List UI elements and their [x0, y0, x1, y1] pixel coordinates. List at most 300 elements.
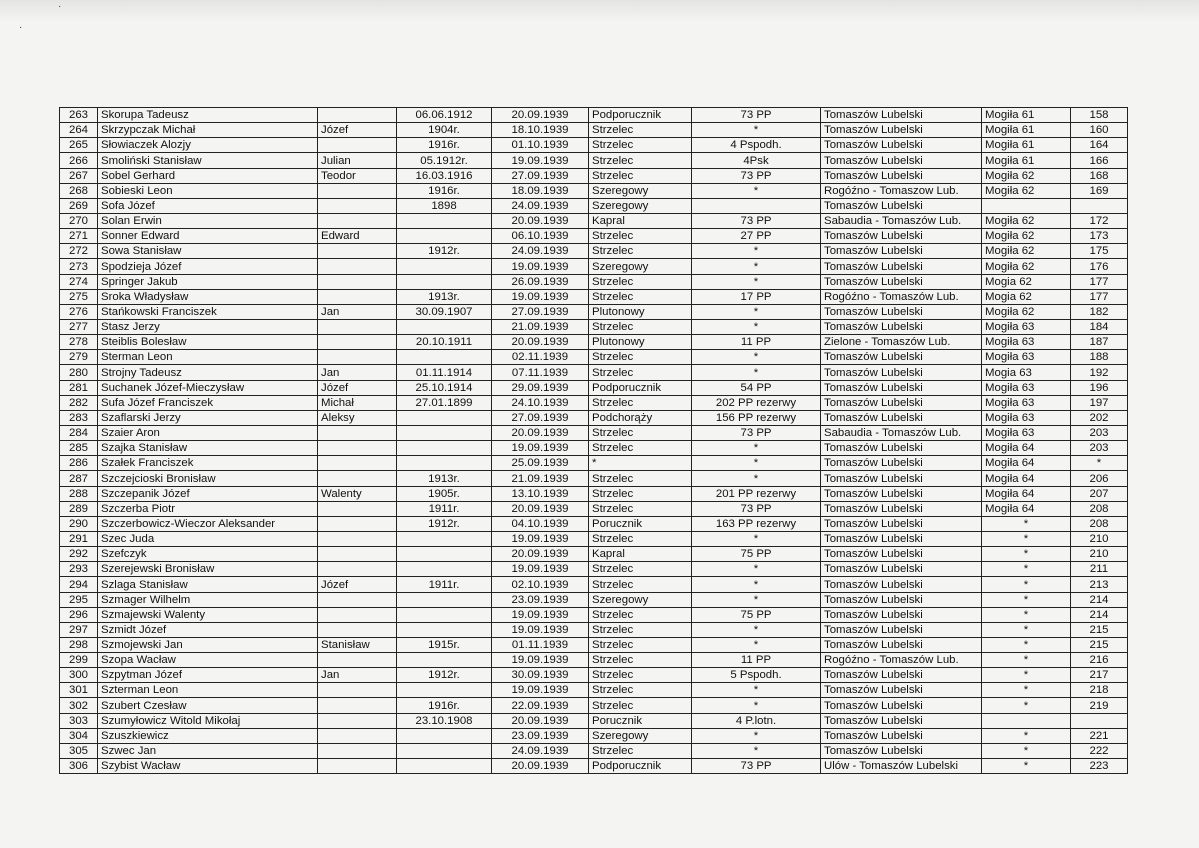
- grave-number-cell: Mogiła 64: [982, 501, 1071, 516]
- father-name-cell: [318, 213, 397, 228]
- place-of-death-cell: Tomaszów Lubelski: [821, 713, 982, 728]
- table-row: [60, 683, 1128, 698]
- soldier-name-cell: Strojny Tadeusz: [98, 365, 318, 380]
- table-row: [60, 289, 1128, 304]
- grave-position-cell: 188: [1071, 350, 1128, 365]
- father-name-cell: [318, 622, 397, 637]
- military-rank-cell: Strzelec: [589, 244, 692, 259]
- grave-position-cell: 208: [1071, 516, 1128, 531]
- birth-date-cell: 1905r.: [397, 486, 492, 501]
- entry-number-cell: 285: [60, 441, 98, 456]
- military-rank-cell: Porucznik: [589, 516, 692, 531]
- soldier-name-cell: Spodzieja Józef: [98, 259, 318, 274]
- table-row: [60, 728, 1128, 743]
- soldier-name-cell: Sterman Leon: [98, 350, 318, 365]
- entry-number-cell: 276: [60, 304, 98, 319]
- place-of-death-cell: Tomaszów Lubelski: [821, 743, 982, 758]
- entry-number-cell: 299: [60, 653, 98, 668]
- grave-position-cell: 223: [1071, 759, 1128, 774]
- soldier-name-cell: Szterman Leon: [98, 683, 318, 698]
- military-rank-cell: Strzelec: [589, 395, 692, 410]
- military-unit-cell: *: [692, 456, 821, 471]
- grave-number-cell: Mogiła 61: [982, 153, 1071, 168]
- military-unit-cell: *: [692, 259, 821, 274]
- birth-date-cell: 1912r.: [397, 668, 492, 683]
- father-name-cell: Jan: [318, 365, 397, 380]
- military-rank-cell: Strzelec: [589, 743, 692, 758]
- death-date-cell: 30.09.1939: [492, 668, 589, 683]
- place-of-death-cell: Tomaszów Lubelski: [821, 168, 982, 183]
- place-of-death-cell: Ulów - Tomaszów Lubelski: [821, 759, 982, 774]
- military-rank-cell: Szeregowy: [589, 728, 692, 743]
- grave-position-cell: 215: [1071, 637, 1128, 652]
- military-unit-cell: *: [692, 244, 821, 259]
- grave-number-cell: *: [982, 547, 1071, 562]
- grave-position-cell: [1071, 713, 1128, 728]
- table-row: [60, 319, 1128, 334]
- military-unit-cell: 5 Pspodh.: [692, 668, 821, 683]
- military-unit-cell: 11 PP: [692, 335, 821, 350]
- military-rank-cell: Strzelec: [589, 289, 692, 304]
- military-unit-cell: 201 PP rezerwy: [692, 486, 821, 501]
- father-name-cell: Józef: [318, 123, 397, 138]
- birth-date-cell: 1912r.: [397, 244, 492, 259]
- soldier-name-cell: Skorupa Tadeusz: [98, 108, 318, 123]
- military-unit-cell: *: [692, 577, 821, 592]
- place-of-death-cell: Tomaszów Lubelski: [821, 108, 982, 123]
- soldier-name-cell: Sowa Stanisław: [98, 244, 318, 259]
- birth-date-cell: [397, 728, 492, 743]
- soldier-name-cell: Szpytman Józef: [98, 668, 318, 683]
- death-date-cell: 29.09.1939: [492, 380, 589, 395]
- military-unit-cell: *: [692, 123, 821, 138]
- grave-number-cell: *: [982, 577, 1071, 592]
- birth-date-cell: 05.1912r.: [397, 153, 492, 168]
- death-date-cell: 18.09.1939: [492, 183, 589, 198]
- grave-number-cell: Mogiła 62: [982, 213, 1071, 228]
- entry-number-cell: 296: [60, 607, 98, 622]
- military-rank-cell: Podporucznik: [589, 380, 692, 395]
- military-rank-cell: Porucznik: [589, 713, 692, 728]
- burial-register-table: [59, 107, 1128, 774]
- entry-number-cell: 303: [60, 713, 98, 728]
- entry-number-cell: 297: [60, 622, 98, 637]
- military-unit-cell: *: [692, 698, 821, 713]
- entry-number-cell: 292: [60, 547, 98, 562]
- place-of-death-cell: Zielone - Tomaszów Lub.: [821, 335, 982, 350]
- father-name-cell: [318, 441, 397, 456]
- military-unit-cell: *: [692, 471, 821, 486]
- father-name-cell: [318, 501, 397, 516]
- father-name-cell: Stanisław: [318, 637, 397, 652]
- grave-number-cell: Mogiła 63: [982, 380, 1071, 395]
- military-unit-cell: 27 PP: [692, 229, 821, 244]
- death-date-cell: 04.10.1939: [492, 516, 589, 531]
- table-row: [60, 259, 1128, 274]
- grave-position-cell: 210: [1071, 547, 1128, 562]
- grave-number-cell: *: [982, 637, 1071, 652]
- place-of-death-cell: Tomaszów Lubelski: [821, 622, 982, 637]
- military-rank-cell: Podporucznik: [589, 759, 692, 774]
- soldier-name-cell: Szopa Wacław: [98, 653, 318, 668]
- military-rank-cell: Strzelec: [589, 577, 692, 592]
- military-rank-cell: Strzelec: [589, 425, 692, 440]
- military-unit-cell: *: [692, 683, 821, 698]
- father-name-cell: Józef: [318, 577, 397, 592]
- entry-number-cell: 264: [60, 123, 98, 138]
- grave-position-cell: 221: [1071, 728, 1128, 743]
- birth-date-cell: 27.01.1899: [397, 395, 492, 410]
- birth-date-cell: 1911r.: [397, 577, 492, 592]
- father-name-cell: [318, 743, 397, 758]
- military-unit-cell: 17 PP: [692, 289, 821, 304]
- grave-position-cell: 218: [1071, 683, 1128, 698]
- place-of-death-cell: Tomaszów Lubelski: [821, 138, 982, 153]
- entry-number-cell: 302: [60, 698, 98, 713]
- entry-number-cell: 267: [60, 168, 98, 183]
- table-row: [60, 759, 1128, 774]
- father-name-cell: [318, 456, 397, 471]
- birth-date-cell: [397, 229, 492, 244]
- place-of-death-cell: Tomaszów Lubelski: [821, 592, 982, 607]
- place-of-death-cell: Tomaszów Lubelski: [821, 728, 982, 743]
- grave-position-cell: 196: [1071, 380, 1128, 395]
- place-of-death-cell: Tomaszów Lubelski: [821, 698, 982, 713]
- soldier-name-cell: Solan Erwin: [98, 213, 318, 228]
- grave-position-cell: 187: [1071, 335, 1128, 350]
- grave-number-cell: *: [982, 698, 1071, 713]
- table-row: [60, 637, 1128, 652]
- father-name-cell: Józef: [318, 380, 397, 395]
- table-row: [60, 395, 1128, 410]
- entry-number-cell: 268: [60, 183, 98, 198]
- grave-position-cell: 216: [1071, 653, 1128, 668]
- entry-number-cell: 281: [60, 380, 98, 395]
- birth-date-cell: 06.06.1912: [397, 108, 492, 123]
- table-row: [60, 229, 1128, 244]
- grave-number-cell: Mogiła 62: [982, 183, 1071, 198]
- military-rank-cell: Strzelec: [589, 123, 692, 138]
- soldier-name-cell: Steiblis Bolesław: [98, 335, 318, 350]
- table-row: [60, 183, 1128, 198]
- grave-number-cell: *: [982, 531, 1071, 546]
- birth-date-cell: 23.10.1908: [397, 713, 492, 728]
- military-unit-cell: *: [692, 441, 821, 456]
- military-rank-cell: Strzelec: [589, 350, 692, 365]
- military-unit-cell: 156 PP rezerwy: [692, 410, 821, 425]
- grave-position-cell: 168: [1071, 168, 1128, 183]
- entry-number-cell: 282: [60, 395, 98, 410]
- grave-number-cell: Mogiła 64: [982, 471, 1071, 486]
- table-row: [60, 592, 1128, 607]
- military-rank-cell: Strzelec: [589, 698, 692, 713]
- military-rank-cell: Kapral: [589, 213, 692, 228]
- father-name-cell: [318, 713, 397, 728]
- soldier-name-cell: Szerejewski Bronisław: [98, 562, 318, 577]
- grave-number-cell: *: [982, 728, 1071, 743]
- table-row: [60, 713, 1128, 728]
- military-unit-cell: 73 PP: [692, 168, 821, 183]
- place-of-death-cell: Tomaszów Lubelski: [821, 259, 982, 274]
- death-date-cell: 26.09.1939: [492, 274, 589, 289]
- table-row: [60, 153, 1128, 168]
- grave-position-cell: 214: [1071, 607, 1128, 622]
- soldier-name-cell: Szubert Czesław: [98, 698, 318, 713]
- birth-date-cell: 01.11.1914: [397, 365, 492, 380]
- birth-date-cell: 1913r.: [397, 289, 492, 304]
- table-row: [60, 304, 1128, 319]
- soldier-name-cell: Szczerbowicz-Wieczor Aleksander: [98, 516, 318, 531]
- grave-number-cell: *: [982, 562, 1071, 577]
- place-of-death-cell: Tomaszów Lubelski: [821, 319, 982, 334]
- entry-number-cell: 272: [60, 244, 98, 259]
- birth-date-cell: [397, 592, 492, 607]
- death-date-cell: 24.09.1939: [492, 244, 589, 259]
- grave-number-cell: [982, 198, 1071, 213]
- birth-date-cell: 25.10.1914: [397, 380, 492, 395]
- grave-number-cell: Mogiła 63: [982, 335, 1071, 350]
- grave-number-cell: Mogiła 64: [982, 441, 1071, 456]
- soldier-name-cell: Szmajewski Walenty: [98, 607, 318, 622]
- father-name-cell: [318, 728, 397, 743]
- place-of-death-cell: Tomaszów Lubelski: [821, 395, 982, 410]
- grave-position-cell: 166: [1071, 153, 1128, 168]
- grave-number-cell: Mogiła 62: [982, 168, 1071, 183]
- place-of-death-cell: Tomaszów Lubelski: [821, 244, 982, 259]
- place-of-death-cell: Tomaszów Lubelski: [821, 365, 982, 380]
- father-name-cell: Jan: [318, 668, 397, 683]
- father-name-cell: [318, 471, 397, 486]
- table-row: [60, 516, 1128, 531]
- soldier-name-cell: Szmojewski Jan: [98, 637, 318, 652]
- death-date-cell: 19.09.1939: [492, 441, 589, 456]
- military-rank-cell: Podporucznik: [589, 108, 692, 123]
- death-date-cell: 19.09.1939: [492, 259, 589, 274]
- birth-date-cell: [397, 213, 492, 228]
- grave-number-cell: *: [982, 516, 1071, 531]
- place-of-death-cell: Tomaszów Lubelski: [821, 531, 982, 546]
- birth-date-cell: [397, 683, 492, 698]
- military-unit-cell: 54 PP: [692, 380, 821, 395]
- military-unit-cell: 4Psk: [692, 153, 821, 168]
- military-unit-cell: [692, 198, 821, 213]
- entry-number-cell: 274: [60, 274, 98, 289]
- death-date-cell: 23.09.1939: [492, 592, 589, 607]
- soldier-name-cell: Skrzypczak Michał: [98, 123, 318, 138]
- military-rank-cell: Strzelec: [589, 607, 692, 622]
- grave-number-cell: Mogia 63: [982, 365, 1071, 380]
- military-unit-cell: *: [692, 592, 821, 607]
- military-unit-cell: 73 PP: [692, 425, 821, 440]
- father-name-cell: [318, 425, 397, 440]
- death-date-cell: 27.09.1939: [492, 410, 589, 425]
- military-rank-cell: Strzelec: [589, 138, 692, 153]
- grave-position-cell: 182: [1071, 304, 1128, 319]
- birth-date-cell: 1898: [397, 198, 492, 213]
- grave-position-cell: 173: [1071, 229, 1128, 244]
- grave-number-cell: Mogiła 62: [982, 259, 1071, 274]
- soldier-name-cell: Szmidt Józef: [98, 622, 318, 637]
- place-of-death-cell: Tomaszów Lubelski: [821, 516, 982, 531]
- military-rank-cell: Szeregowy: [589, 592, 692, 607]
- place-of-death-cell: Tomaszów Lubelski: [821, 668, 982, 683]
- father-name-cell: Walenty: [318, 486, 397, 501]
- place-of-death-cell: Tomaszów Lubelski: [821, 486, 982, 501]
- military-unit-cell: *: [692, 562, 821, 577]
- father-name-cell: Jan: [318, 304, 397, 319]
- table-row: [60, 698, 1128, 713]
- death-date-cell: 27.09.1939: [492, 304, 589, 319]
- death-date-cell: 19.09.1939: [492, 653, 589, 668]
- father-name-cell: [318, 319, 397, 334]
- soldier-name-cell: Szybist Wacław: [98, 759, 318, 774]
- military-unit-cell: *: [692, 183, 821, 198]
- grave-number-cell: *: [982, 743, 1071, 758]
- entry-number-cell: 291: [60, 531, 98, 546]
- table-row: [60, 456, 1128, 471]
- soldier-name-cell: Sobieski Leon: [98, 183, 318, 198]
- grave-position-cell: 208: [1071, 501, 1128, 516]
- father-name-cell: Aleksy: [318, 410, 397, 425]
- grave-number-cell: Mogiła 61: [982, 108, 1071, 123]
- place-of-death-cell: Sabaudia - Tomaszów Lub.: [821, 213, 982, 228]
- father-name-cell: [318, 108, 397, 123]
- grave-position-cell: 219: [1071, 698, 1128, 713]
- table-row: [60, 198, 1128, 213]
- place-of-death-cell: Tomaszów Lubelski: [821, 198, 982, 213]
- place-of-death-cell: Sabaudia - Tomaszów Lub.: [821, 425, 982, 440]
- birth-date-cell: [397, 547, 492, 562]
- place-of-death-cell: Rogóźno - Tomaszów Lub.: [821, 289, 982, 304]
- military-unit-cell: 73 PP: [692, 759, 821, 774]
- entry-number-cell: 304: [60, 728, 98, 743]
- grave-position-cell: 206: [1071, 471, 1128, 486]
- entry-number-cell: 269: [60, 198, 98, 213]
- grave-number-cell: *: [982, 759, 1071, 774]
- soldier-name-cell: Szlaga Stanisław: [98, 577, 318, 592]
- entry-number-cell: 301: [60, 683, 98, 698]
- grave-position-cell: *: [1071, 456, 1128, 471]
- soldier-name-cell: Szczepanik Józef: [98, 486, 318, 501]
- soldier-name-cell: Smoliński Stanisław: [98, 153, 318, 168]
- grave-number-cell: Mogiła 63: [982, 319, 1071, 334]
- death-date-cell: 19.09.1939: [492, 289, 589, 304]
- entry-number-cell: 280: [60, 365, 98, 380]
- soldier-name-cell: Stasz Jerzy: [98, 319, 318, 334]
- entry-number-cell: 305: [60, 743, 98, 758]
- table-row: [60, 410, 1128, 425]
- table-row: [60, 486, 1128, 501]
- grave-position-cell: 203: [1071, 425, 1128, 440]
- death-date-cell: 27.09.1939: [492, 168, 589, 183]
- birth-date-cell: 1912r.: [397, 516, 492, 531]
- table-row: [60, 350, 1128, 365]
- father-name-cell: [318, 274, 397, 289]
- death-date-cell: 19.09.1939: [492, 562, 589, 577]
- military-rank-cell: Szeregowy: [589, 259, 692, 274]
- soldier-name-cell: Suchanek Józef-Mieczysław: [98, 380, 318, 395]
- death-date-cell: 19.09.1939: [492, 153, 589, 168]
- grave-number-cell: Mogiła 64: [982, 456, 1071, 471]
- entry-number-cell: 270: [60, 213, 98, 228]
- birth-date-cell: [397, 441, 492, 456]
- table-row: [60, 335, 1128, 350]
- death-date-cell: 19.09.1939: [492, 683, 589, 698]
- father-name-cell: Michał: [318, 395, 397, 410]
- grave-number-cell: *: [982, 607, 1071, 622]
- birth-date-cell: [397, 259, 492, 274]
- military-unit-cell: 4 Pspodh.: [692, 138, 821, 153]
- table-row: [60, 471, 1128, 486]
- grave-position-cell: 222: [1071, 743, 1128, 758]
- scan-top-edge: [0, 0, 1199, 22]
- soldier-name-cell: Sonner Edward: [98, 229, 318, 244]
- soldier-name-cell: Sroka Władysław: [98, 289, 318, 304]
- birth-date-cell: [397, 562, 492, 577]
- birth-date-cell: 1915r.: [397, 637, 492, 652]
- grave-number-cell: Mogiła 61: [982, 123, 1071, 138]
- military-rank-cell: Szeregowy: [589, 198, 692, 213]
- military-rank-cell: Szeregowy: [589, 183, 692, 198]
- death-date-cell: 24.09.1939: [492, 743, 589, 758]
- military-rank-cell: Strzelec: [589, 365, 692, 380]
- table-row: [60, 441, 1128, 456]
- grave-position-cell: 184: [1071, 319, 1128, 334]
- birth-date-cell: [397, 410, 492, 425]
- entry-number-cell: 295: [60, 592, 98, 607]
- grave-number-cell: Mogiła 63: [982, 425, 1071, 440]
- entry-number-cell: 289: [60, 501, 98, 516]
- soldier-name-cell: Szefczyk: [98, 547, 318, 562]
- place-of-death-cell: Tomaszów Lubelski: [821, 123, 982, 138]
- entry-number-cell: 298: [60, 637, 98, 652]
- death-date-cell: 20.09.1939: [492, 759, 589, 774]
- soldier-name-cell: Szumyłowicz Witold Mikołaj: [98, 713, 318, 728]
- death-date-cell: 21.09.1939: [492, 471, 589, 486]
- soldier-name-cell: Szec Juda: [98, 531, 318, 546]
- grave-position-cell: 202: [1071, 410, 1128, 425]
- death-date-cell: 06.10.1939: [492, 229, 589, 244]
- place-of-death-cell: Rogóźno - Tomaszów Lub.: [821, 653, 982, 668]
- table-row: [60, 531, 1128, 546]
- soldier-name-cell: Stańkowski Franciszek: [98, 304, 318, 319]
- entry-number-cell: 273: [60, 259, 98, 274]
- grave-position-cell: 197: [1071, 395, 1128, 410]
- grave-number-cell: Mogiła 63: [982, 350, 1071, 365]
- table-row: [60, 168, 1128, 183]
- soldier-name-cell: Szuszkiewicz: [98, 728, 318, 743]
- birth-date-cell: [397, 425, 492, 440]
- death-date-cell: 20.09.1939: [492, 547, 589, 562]
- father-name-cell: [318, 698, 397, 713]
- place-of-death-cell: Tomaszów Lubelski: [821, 501, 982, 516]
- soldier-name-cell: Sofa Józef: [98, 198, 318, 213]
- grave-position-cell: 192: [1071, 365, 1128, 380]
- military-rank-cell: *: [589, 456, 692, 471]
- place-of-death-cell: Tomaszów Lubelski: [821, 577, 982, 592]
- place-of-death-cell: Tomaszów Lubelski: [821, 274, 982, 289]
- grave-number-cell: *: [982, 622, 1071, 637]
- entry-number-cell: 266: [60, 153, 98, 168]
- scan-speck: ·: [19, 22, 23, 33]
- military-rank-cell: Strzelec: [589, 153, 692, 168]
- grave-number-cell: *: [982, 683, 1071, 698]
- entry-number-cell: 263: [60, 108, 98, 123]
- military-rank-cell: Strzelec: [589, 441, 692, 456]
- grave-position-cell: 215: [1071, 622, 1128, 637]
- birth-date-cell: [397, 350, 492, 365]
- entry-number-cell: 277: [60, 319, 98, 334]
